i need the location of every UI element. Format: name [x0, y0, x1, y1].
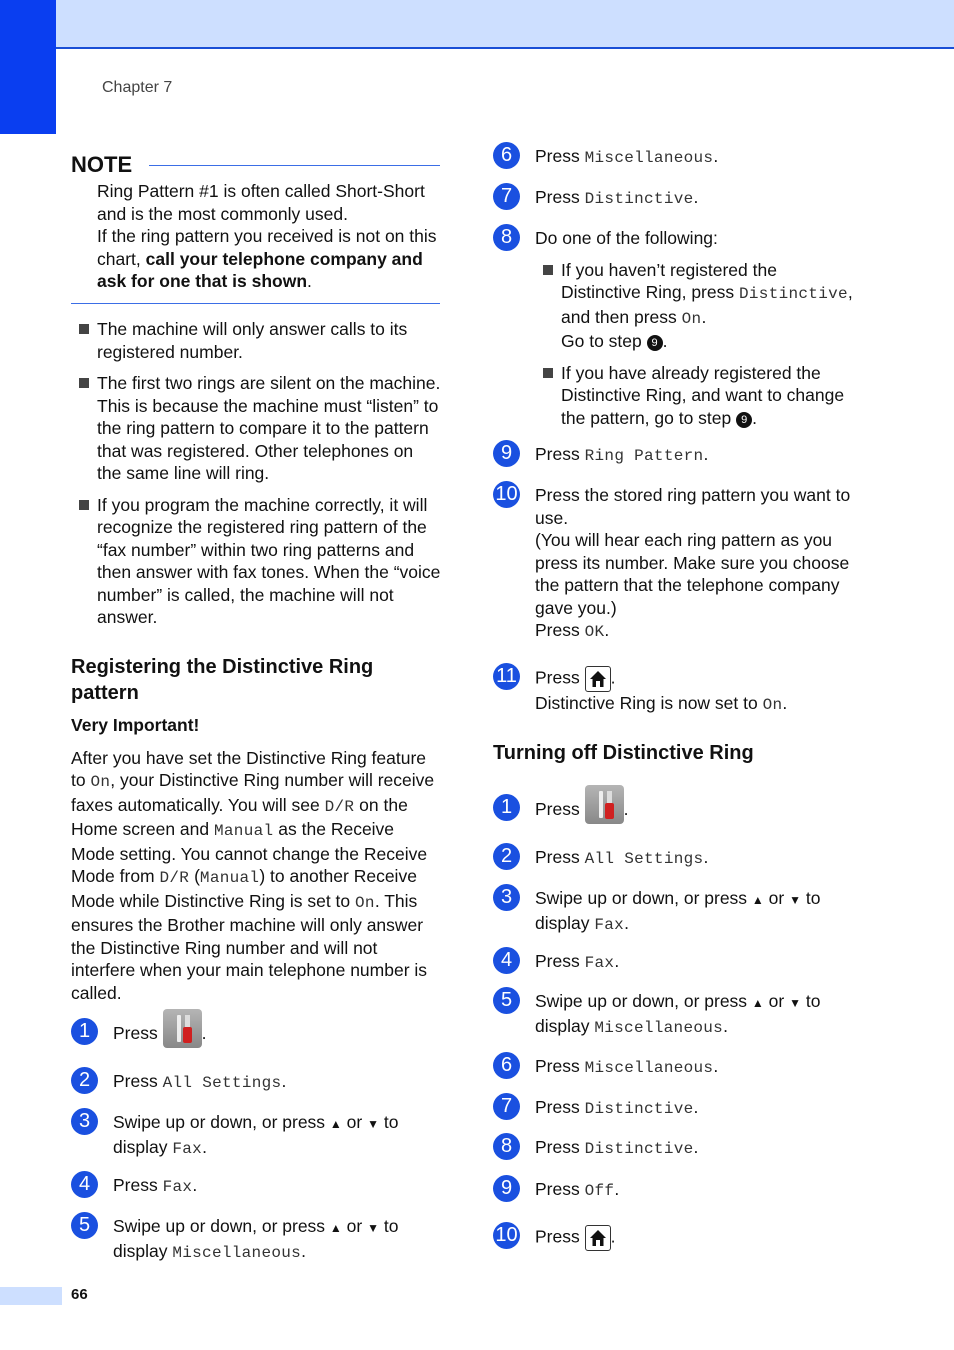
step-number: 5	[71, 1212, 98, 1239]
down-arrow-icon: ▼	[789, 893, 801, 907]
up-arrow-icon: ▲	[329, 1117, 342, 1131]
step-number: 8	[493, 224, 520, 251]
list-item: The first two rings are silent on the machine. This is because the machine must “listen” to the ring pattern to compare it to the pattern that was registered. Other telephones on the same line will ring.	[71, 372, 441, 485]
header-band	[56, 0, 954, 49]
settings-tools-icon[interactable]	[163, 1009, 202, 1048]
step-number: 3	[493, 884, 520, 911]
step-number: 3	[71, 1108, 98, 1135]
step-1: 1 Press .	[71, 1021, 441, 1061]
note-title: NOTE	[71, 152, 133, 177]
step-number: 9	[493, 440, 520, 467]
step-number: 5	[493, 987, 520, 1014]
paragraph: After you have set the Distinctive Ring feature to On, your Distinctive Ring number will receive faxes automatically. You will see D/R on the Home screen and Manual as the Receive Mode setting. You cannot change the Receive Mode from D/R (Manual) to another Receive Mode while Distinctive Ring is set to On. This ensures the Brother machine will only answer the Distinctive Ring number and will not interfere when your main telephone number is called.	[71, 747, 435, 1003]
note-rule	[149, 165, 440, 166]
down-arrow-icon: ▼	[367, 1117, 379, 1131]
chapter-label: Chapter 7	[102, 79, 173, 96]
page-number: 66	[71, 1286, 88, 1303]
step-number: 6	[493, 142, 520, 169]
list-item: The machine will only answer calls to its registered number.	[71, 318, 441, 363]
note-line: Ring Pattern #1 is often called Short-Short and is the most commonly used.	[97, 181, 425, 224]
home-icon[interactable]	[585, 666, 611, 692]
up-arrow-icon: ▲	[751, 893, 764, 907]
step-number: 10	[493, 481, 520, 508]
step-number: 4	[71, 1171, 98, 1198]
step-ref-badge: 9	[736, 412, 752, 428]
note-body	[97, 180, 440, 293]
section-heading: Registering the Distinctive Ring pattern	[71, 656, 374, 704]
step-number: 7	[493, 183, 520, 210]
step-number: 11	[493, 663, 520, 690]
home-icon[interactable]	[585, 1225, 611, 1251]
chapter-tab	[0, 0, 56, 134]
step-number: 8	[493, 1133, 520, 1160]
note-rule	[71, 303, 440, 304]
step-number: 1	[493, 794, 520, 821]
settings-tools-icon[interactable]	[585, 785, 624, 824]
up-arrow-icon: ▲	[751, 996, 764, 1010]
step-number: 10	[493, 1222, 520, 1249]
step-number: 1	[71, 1018, 98, 1045]
list-item: If you program the machine correctly, it will recognize the registered ring pattern of the “fax number” within two ring patterns and then answer with fax tones. When the “voice number” is called, the machine will not answer.	[71, 494, 441, 629]
step-ref-badge: 9	[647, 335, 663, 351]
list-item: If you haven’t registered the Distinctive Ring, press Distinctive, and then press On. Go to step 9 .	[535, 259, 860, 353]
footer-band	[0, 1287, 62, 1305]
step-number: 4	[493, 947, 520, 974]
note-box	[71, 152, 440, 304]
step-number: 7	[493, 1093, 520, 1120]
section-heading: Turning off Distinctive Ring	[493, 742, 754, 764]
registering-section	[71, 654, 441, 1004]
bullet-list	[71, 318, 441, 638]
step-number: 9	[493, 1175, 520, 1202]
step-number: 6	[493, 1052, 520, 1079]
step-number: 2	[71, 1067, 98, 1094]
up-arrow-icon: ▲	[329, 1221, 342, 1235]
list-item: If you have already registered the Distinctive Ring, and want to change the pattern, go to step 9 .	[535, 362, 860, 430]
subheading: Very Important!	[71, 715, 200, 735]
note-line: If the ring pattern you received is not on this chart, call your telephone company and ask for one that is shown.	[97, 226, 437, 291]
down-arrow-icon: ▼	[367, 1221, 379, 1235]
down-arrow-icon: ▼	[789, 996, 801, 1010]
step-number: 2	[493, 843, 520, 870]
